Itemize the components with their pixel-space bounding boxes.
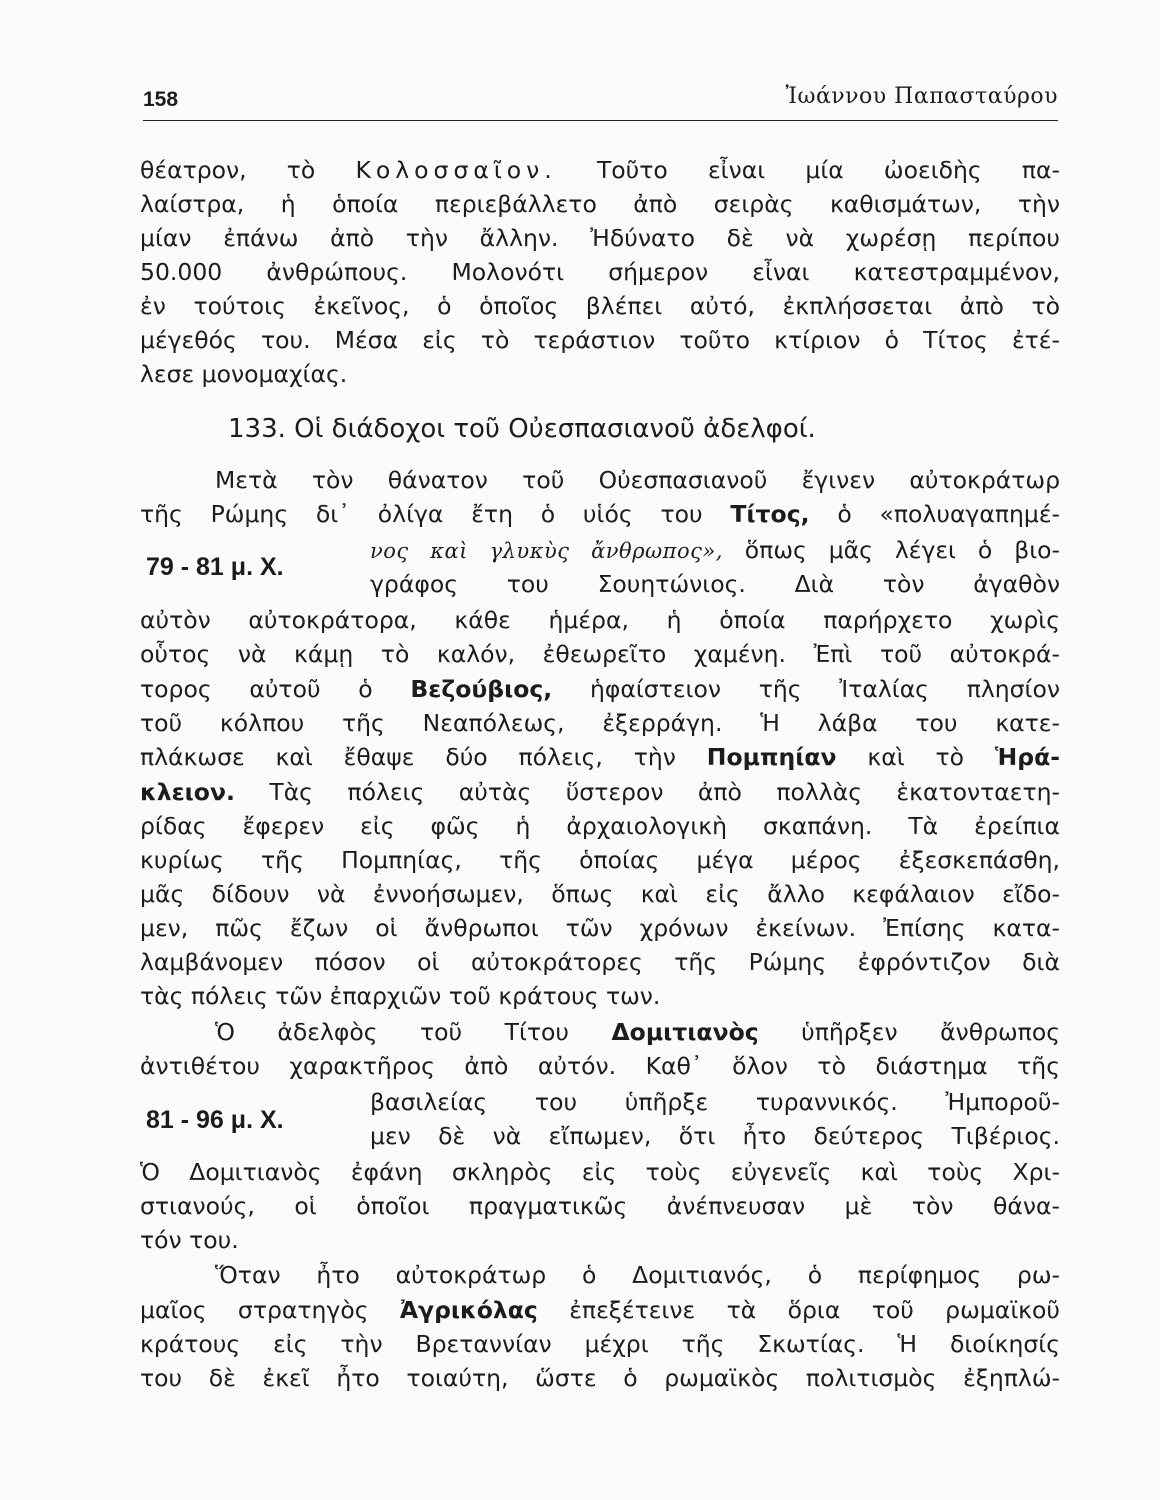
section-heading: 133. Οἱ διάδοχοι τοῦ Οὐεσπασιανοῦ ἀδελφοί. xyxy=(228,414,816,444)
header-rule xyxy=(143,120,1058,121)
bold-name: Τίτος, xyxy=(730,500,810,528)
text-line: μεν δὲ νὰ εἴπωμεν, ὅτι ἦτο δεύτερος Τιβέριος. xyxy=(370,1122,1060,1150)
text-line: του δὲ ἐκεῖ ἦτο τοιαύτη, ὥστε ὁ ρωμαϊκὸς πολιτισμὸς ἐξηπλώ- xyxy=(140,1364,1060,1392)
text-line: 50.000 ἀνθρώπους. Μολονότι σήμερον εἶναι κατεστραμμένον, xyxy=(140,258,1060,286)
margin-date-note: 79 - 81 μ. Χ. xyxy=(146,553,284,581)
text-line: πλάκωσε καὶ ἔθαψε δύο πόλεις, τὴν Πομπηίαν καὶ τὸ Ἡρά- xyxy=(140,743,1060,771)
text-line: τῆς Ρώμης δι᾽ ὀλίγα ἔτη ὁ υἱός του Τίτος, ὁ «πολυαγαπημέ- xyxy=(140,500,1061,528)
text-line: ἀντιθέτου χαρακτῆρος ἀπὸ αὐτόν. Καθ᾽ ὅλον τὸ διάστημα τῆς xyxy=(140,1052,1060,1080)
running-head: Ἰωάννου Παπασταύρου xyxy=(785,84,1058,109)
text-line: κράτους εἰς τὴν Βρεταννίαν μέχρι τῆς Σκωτίας. Ἡ διοίκησίς xyxy=(140,1330,1060,1358)
text-line: βασιλείας του ὑπῆρξε τυραννικός. Ἠμποροῦ- xyxy=(370,1088,1060,1116)
text-line: μεν, πῶς ἔζων οἱ ἄνθρωποι τῶν χρόνων ἐκείνων. Ἐπίσης κατα- xyxy=(140,914,1060,942)
text-line: οὗτος νὰ κάμῃ τὸ καλόν, ἐθεωρεῖτο χαμένη. Ἐπὶ τοῦ αὐτοκρά- xyxy=(140,640,1060,668)
text-line: Μετὰ τὸν θάνατον τοῦ Οὐεσπασιανοῦ ἔγινεν αὐτοκράτωρ xyxy=(215,466,1060,494)
text-line: λαίστρα, ἡ ὁποία περιεβάλλετο ἀπὸ σειρὰς καθισμάτων, τὴν xyxy=(140,190,1060,218)
bold-name: Πομπηίαν xyxy=(706,743,837,771)
text-line: θέατρον, τὸ Κολοσσαῖον. Τοῦτο εἶναι μία ὠοειδὴς πα- xyxy=(140,156,1060,184)
text-line: μαῖος στρατηγὸς Ἀγρικόλας ἐπεξέτεινε τὰ ὅρια τοῦ ρωμαϊκοῦ xyxy=(140,1296,1060,1324)
text-line: λεσε μονομαχίας. xyxy=(140,360,348,388)
margin-date-note: 81 - 96 μ. Χ. xyxy=(146,1106,284,1134)
text-line: αὐτὸν αὐτοκράτορα, κάθε ἡμέρα, ἡ ὁποία παρήρχετο χωρὶς xyxy=(140,606,1060,634)
text-line: νος καὶ γλυκὺς ἄνθρωπος», ὅπως μᾶς λέγει ὁ βιο- xyxy=(370,536,1061,564)
bold-name: Βεζούβιος, xyxy=(410,675,553,703)
text-line: Ὁ Δομιτιανὸς ἐφάνη σκληρὸς εἰς τοὺς εὐγενεῖς καὶ τοὺς Χρι- xyxy=(140,1158,1060,1186)
text-line: στιανούς, οἱ ὁποῖοι πραγματικῶς ἀνέπνευσαν μὲ τὸν θάνα- xyxy=(140,1192,1060,1220)
bold-name: Ἡρά- xyxy=(994,743,1060,771)
page-number: 158 xyxy=(143,88,179,111)
text-line: λαμβάνομεν πόσον οἱ αὐτοκράτορες τῆς Ρώμης ἐφρόντιζον διὰ xyxy=(140,948,1060,976)
text-line: μᾶς δίδουν νὰ ἐννοήσωμεν, ὅπως καὶ εἰς ἄλλο κεφάλαιον εἴδο- xyxy=(140,880,1060,908)
text-line: κλειον. Τὰς πόλεις αὐτὰς ὕστερον ἀπὸ πολλὰς ἑκατονταετη- xyxy=(140,778,1060,806)
text-line: τορος αὐτοῦ ὁ Βεζούβιος, ἡφαίστειον τῆς Ἰταλίας πλησίον xyxy=(140,675,1060,703)
text-line: Ὅταν ἦτο αὐτοκράτωρ ὁ Δομιτιανός, ὁ περίφημος ρω- xyxy=(215,1261,1060,1289)
text-line: τοῦ κόλπου τῆς Νεαπόλεως, ἐξερράγη. Ἡ λάβα του κατε- xyxy=(140,709,1060,737)
text-line: Ὁ ἀδελφὸς τοῦ Τίτου Δομιτιανὸς ὑπῆρξεν ἄνθρωπος xyxy=(215,1018,1061,1046)
text-line: κυρίως τῆς Πομπηίας, τῆς ὁποίας μέγα μέρος ἐξεσκεπάσθη, xyxy=(140,846,1060,874)
text-line: μέγεθός του. Μέσα εἰς τὸ τεράστιον τοῦτο κτίριον ὁ Τίτος ἐτέ- xyxy=(140,326,1060,354)
bold-name: κλειον. xyxy=(140,778,235,806)
text-line: ἐν τούτοις ἐκεῖνος, ὁ ὁποῖος βλέπει αὐτό, ἐκπλήσσεται ἀπὸ τὸ xyxy=(140,292,1060,320)
text-line: γράφος του Σουητώνιος. Διὰ τὸν ἀγαθὸν xyxy=(370,570,1060,598)
text-line: τὰς πόλεις τῶν ἐπαρχιῶν τοῦ κράτους των. xyxy=(140,982,661,1010)
text-line: τόν του. xyxy=(140,1226,239,1254)
text-line: μίαν ἐπάνω ἀπὸ τὴν ἄλλην. Ἠδύνατο δὲ νὰ χωρέσῃ περίπου xyxy=(140,224,1060,252)
bold-name: Ἀγρικόλας xyxy=(399,1296,538,1324)
page-header xyxy=(143,82,1058,118)
bold-name: Δομιτιανὸς xyxy=(611,1018,759,1046)
text-line: ρίδας ἔφερεν εἰς φῶς ἡ ἀρχαιολογικὴ σκαπάνη. Τὰ ἐρείπια xyxy=(140,812,1060,840)
